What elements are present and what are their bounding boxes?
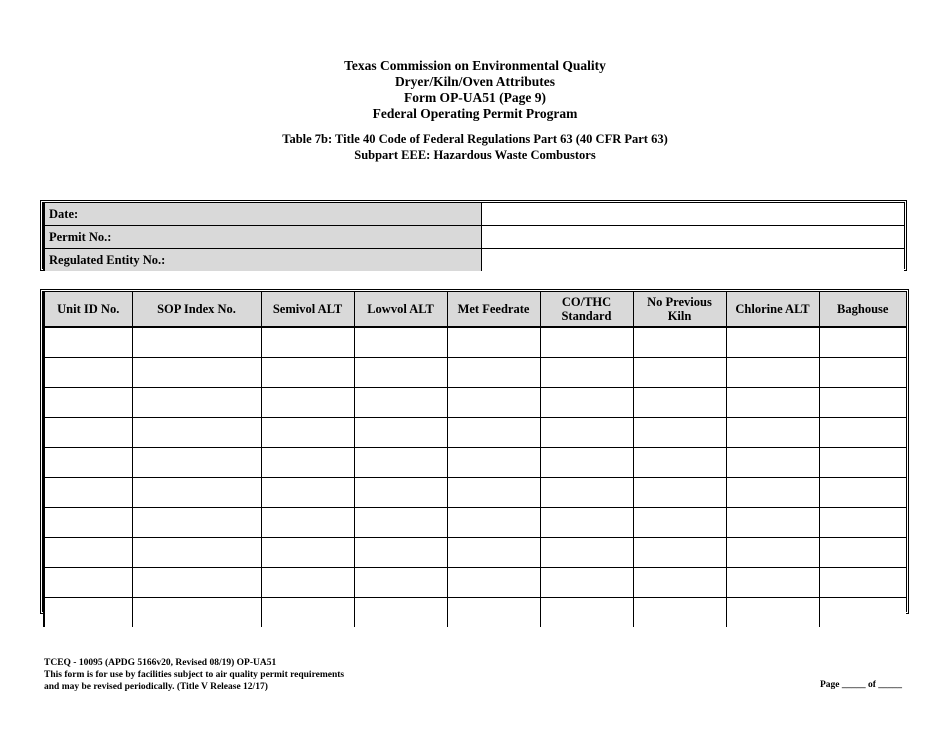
table-row	[44, 448, 906, 478]
col-header-chlorine-alt: Chlorine ALT	[726, 292, 819, 327]
col-header-no-previous-kiln: No Previous Kiln	[633, 292, 726, 327]
table-row	[44, 358, 906, 388]
table-cell[interactable]	[261, 448, 354, 478]
footer-line: TCEQ - 10095 (APDG 5166v20, Revised 08/19) OP-UA51	[44, 658, 277, 668]
table-cell[interactable]	[447, 358, 540, 388]
col-header-co-thc-standard: CO/THC Standard	[540, 292, 633, 327]
table-cell[interactable]	[261, 568, 354, 598]
table-cell[interactable]	[261, 358, 354, 388]
table-cell[interactable]	[447, 418, 540, 448]
attributes-table	[43, 292, 906, 627]
table-cell[interactable]	[726, 598, 819, 628]
table-cell[interactable]	[132, 358, 261, 388]
col-header-baghouse: Baghouse	[819, 292, 906, 327]
table-cell[interactable]	[447, 598, 540, 628]
table-cell[interactable]	[726, 568, 819, 598]
table-cell[interactable]	[819, 358, 906, 388]
col-header-unit-id: Unit ID No.	[44, 292, 132, 327]
footer-line: This form is for use by facilities subject to air quality permit requirements	[44, 670, 345, 680]
permit-label: Permit No.:	[44, 226, 482, 249]
table-row	[44, 508, 906, 538]
table-cell[interactable]	[447, 448, 540, 478]
table-cell[interactable]	[633, 568, 726, 598]
table-cell[interactable]	[633, 358, 726, 388]
table-cell[interactable]	[726, 418, 819, 448]
table-cell[interactable]	[726, 388, 819, 418]
col-header-lowvol-alt: Lowvol ALT	[354, 292, 447, 327]
info-row-permit	[44, 226, 904, 249]
table-cell[interactable]	[540, 418, 633, 448]
table-row	[44, 538, 906, 568]
footer-line: and may be revised periodically. (Title V Release 12/17)	[44, 682, 268, 692]
table-cell[interactable]	[540, 598, 633, 628]
table-cell[interactable]	[354, 418, 447, 448]
col-header-sop-index: SOP Index No.	[132, 292, 261, 327]
table-cell[interactable]	[261, 478, 354, 508]
table-cell[interactable]	[354, 478, 447, 508]
table-row	[44, 418, 906, 448]
info-table	[43, 203, 904, 271]
table-cell[interactable]	[447, 538, 540, 568]
table-row	[44, 568, 906, 598]
table-cell[interactable]	[819, 538, 906, 568]
table-cell[interactable]	[633, 538, 726, 568]
table-cell[interactable]	[44, 538, 132, 568]
entity-field[interactable]	[482, 249, 905, 272]
table-row	[44, 598, 906, 628]
table-cell[interactable]	[44, 478, 132, 508]
table-cell[interactable]	[132, 568, 261, 598]
info-row-entity	[44, 249, 904, 272]
table-cell[interactable]	[447, 568, 540, 598]
table-cell[interactable]	[132, 327, 261, 358]
table-cell[interactable]	[447, 508, 540, 538]
attributes-table-box	[40, 289, 909, 614]
table-cell[interactable]	[819, 478, 906, 508]
table-cell[interactable]	[132, 508, 261, 538]
table-cell[interactable]	[540, 327, 633, 358]
table-title	[0, 131, 950, 163]
table-title-line: Table 7b: Title 40 Code of Federal Regulations Part 63 (40 CFR Part 63)	[282, 132, 668, 146]
table-header-row	[44, 292, 906, 327]
info-box	[40, 200, 907, 271]
table-cell[interactable]	[633, 418, 726, 448]
table-cell[interactable]	[261, 538, 354, 568]
table-cell[interactable]	[132, 448, 261, 478]
table-cell[interactable]	[132, 388, 261, 418]
table-row	[44, 327, 906, 358]
table-cell[interactable]	[540, 448, 633, 478]
header-line: Form OP-UA51 (Page 9)	[403, 90, 547, 105]
table-cell[interactable]	[726, 327, 819, 358]
table-cell[interactable]	[819, 598, 906, 628]
table-cell[interactable]	[633, 388, 726, 418]
table-cell[interactable]	[354, 598, 447, 628]
header-line: Texas Commission on Environmental Quality	[344, 58, 606, 73]
table-cell[interactable]	[540, 358, 633, 388]
table-cell[interactable]	[540, 508, 633, 538]
table-cell[interactable]	[633, 598, 726, 628]
table-body	[44, 327, 906, 627]
table-cell[interactable]	[261, 388, 354, 418]
table-cell[interactable]	[44, 418, 132, 448]
table-cell[interactable]	[44, 358, 132, 388]
table-cell[interactable]	[132, 598, 261, 628]
col-header-semivol-alt: Semivol ALT	[261, 292, 354, 327]
table-title-line: Subpart EEE: Hazardous Waste Combustors	[354, 148, 596, 162]
table-cell[interactable]	[354, 568, 447, 598]
date-field[interactable]	[482, 203, 905, 226]
table-cell[interactable]	[132, 418, 261, 448]
table-cell[interactable]	[726, 508, 819, 538]
info-row-date	[44, 203, 904, 226]
table-cell[interactable]	[447, 478, 540, 508]
page-number: Page _____ of _____	[819, 680, 902, 690]
header-line: Federal Operating Permit Program	[372, 106, 578, 121]
entity-label: Regulated Entity No.:	[44, 249, 482, 272]
table-cell[interactable]	[447, 327, 540, 358]
table-cell[interactable]	[540, 538, 633, 568]
table-cell[interactable]	[819, 418, 906, 448]
date-label: Date:	[44, 203, 482, 226]
table-cell[interactable]	[726, 358, 819, 388]
table-cell[interactable]	[819, 388, 906, 418]
table-cell[interactable]	[44, 598, 132, 628]
table-row	[44, 478, 906, 508]
table-cell[interactable]	[354, 538, 447, 568]
table-cell[interactable]	[819, 448, 906, 478]
table-cell[interactable]	[633, 448, 726, 478]
table-cell[interactable]	[633, 327, 726, 358]
table-cell[interactable]	[354, 448, 447, 478]
table-cell[interactable]	[354, 508, 447, 538]
table-cell[interactable]	[633, 478, 726, 508]
form-header	[0, 58, 950, 122]
table-row	[44, 388, 906, 418]
table-cell[interactable]	[540, 388, 633, 418]
table-cell[interactable]	[633, 508, 726, 538]
header-line: Dryer/Kiln/Oven Attributes	[394, 74, 556, 89]
table-cell[interactable]	[132, 538, 261, 568]
table-cell[interactable]	[819, 327, 906, 358]
table-cell[interactable]	[354, 358, 447, 388]
table-cell[interactable]	[261, 418, 354, 448]
form-footer	[44, 657, 344, 693]
table-cell[interactable]	[44, 568, 132, 598]
col-header-met-feedrate: Met Feedrate	[447, 292, 540, 327]
table-cell[interactable]	[132, 478, 261, 508]
permit-field[interactable]	[482, 226, 905, 249]
table-cell[interactable]	[44, 508, 132, 538]
table-cell[interactable]	[44, 327, 132, 358]
table-cell[interactable]	[726, 478, 819, 508]
table-cell[interactable]	[44, 448, 132, 478]
table-cell[interactable]	[540, 568, 633, 598]
table-cell[interactable]	[447, 388, 540, 418]
table-cell[interactable]	[354, 388, 447, 418]
table-cell[interactable]	[261, 508, 354, 538]
table-cell[interactable]	[726, 448, 819, 478]
table-cell[interactable]	[819, 508, 906, 538]
table-cell[interactable]	[261, 327, 354, 358]
table-cell[interactable]	[819, 568, 906, 598]
table-cell[interactable]	[44, 388, 132, 418]
table-cell[interactable]	[726, 538, 819, 568]
table-cell[interactable]	[354, 327, 447, 358]
table-cell[interactable]	[540, 478, 633, 508]
table-cell[interactable]	[261, 598, 354, 628]
